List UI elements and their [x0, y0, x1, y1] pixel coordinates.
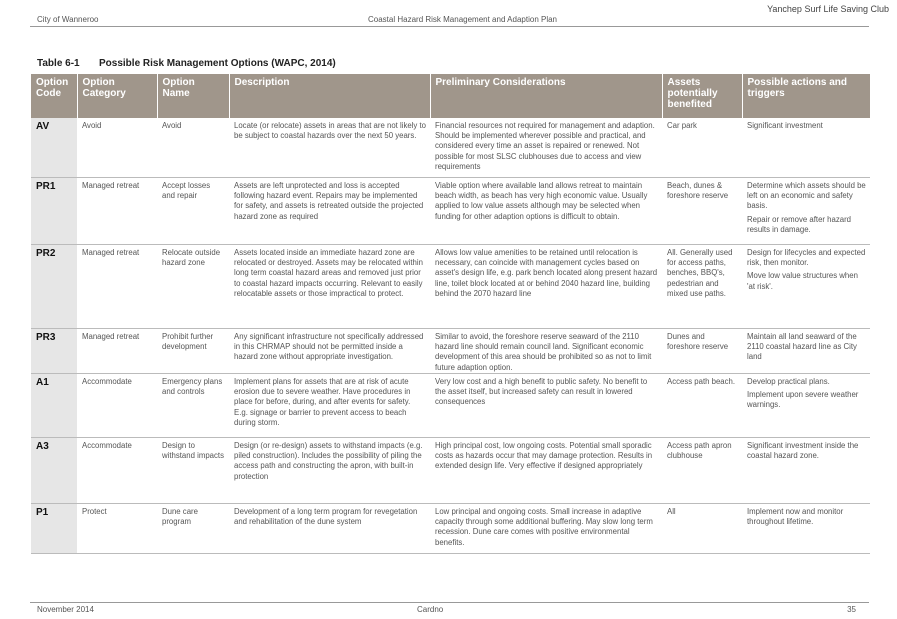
column-header: Option Code — [31, 74, 77, 118]
option-name: Avoid — [157, 118, 229, 178]
footer-date: November 2014 — [37, 605, 94, 614]
option-code: A1 — [31, 374, 77, 438]
header-document-title: Coastal Hazard Risk Management and Adaption Plan — [368, 15, 557, 24]
option-assets: All. Generally used for access paths, benches, BBQ's, pedestrian and mixed use paths. — [662, 245, 742, 329]
table-caption-number: Table 6-1 — [37, 58, 80, 69]
option-category: Protect — [77, 504, 157, 554]
option-assets: Access path apron clubhouse — [662, 438, 742, 504]
action-item: Implement now and monitor throughout lifetime. — [747, 507, 844, 527]
risk-options-table — [31, 74, 870, 554]
option-description: Assets are left unprotected and loss is accepted following hazard event. Repairs may be implemented for safety, and assets is retreated outside the projected hazard zone as required — [229, 178, 430, 245]
action-item: Determine which assets should be left on an economic and safety basis. — [747, 181, 866, 211]
option-actions — [742, 118, 870, 178]
option-considerations: Viable option where available land allows retreat to maintain beach width, as beach has very high economic value. Usually applied to low value assets although may be selected when funding for other adaption options is difficult to obtain. — [430, 178, 662, 245]
option-assets: Beach, dunes & foreshore reserve — [662, 178, 742, 245]
option-code: A3 — [31, 438, 77, 504]
option-code: PR1 — [31, 178, 77, 245]
column-header: Possible actions and triggers — [742, 74, 870, 118]
action-item: Develop practical plans. — [747, 377, 830, 386]
table-row — [31, 245, 870, 329]
option-actions — [742, 374, 870, 438]
header-divider — [30, 26, 869, 27]
option-description: Design (or re-design) assets to withstand impacts (e.g. piled construction). Includes the possibility of piling the access path and constructing the apron, with built-in protection — [229, 438, 430, 504]
option-considerations: Low principal and ongoing costs. Small increase in adaptive capacity through some additional buffering. May slow long term recession. Dune care comes with positive environmental benefits. — [430, 504, 662, 554]
table-row — [31, 118, 870, 178]
action-item: Significant investment — [747, 121, 823, 130]
option-considerations: Allows low value amenities to be retained until relocation is necessary, can coincide with management cycles based on asset's design life, e.g. park bench located along present hazard line, toilet block located at or behind 2040 hazard line, building behind the 2070 hazard line — [430, 245, 662, 329]
option-actions — [742, 329, 870, 374]
document-owner: Yanchep Surf Life Saving Club — [767, 4, 889, 14]
option-code: AV — [31, 118, 77, 178]
table-row — [31, 178, 870, 245]
action-item: Move low value structures when 'at risk'. — [747, 271, 858, 291]
option-name: Emergency plans and controls — [157, 374, 229, 438]
action-item: Significant investment inside the coastal hazard zone. — [747, 441, 859, 461]
option-category: Managed retreat — [77, 245, 157, 329]
table-row — [31, 329, 870, 374]
table-caption — [37, 58, 336, 69]
action-item: Implement upon severe weather warnings. — [747, 390, 859, 410]
option-code: P1 — [31, 504, 77, 554]
column-header: Description — [229, 74, 430, 118]
option-category: Managed retreat — [77, 329, 157, 374]
table-header-row — [31, 74, 870, 118]
column-header: Assets potentially benefited — [662, 74, 742, 118]
option-code: PR2 — [31, 245, 77, 329]
column-header: Option Category — [77, 74, 157, 118]
option-actions — [742, 504, 870, 554]
option-name: Design to withstand impacts — [157, 438, 229, 504]
action-item: Maintain all land seaward of the 2110 coastal hazard line as City land — [747, 332, 857, 362]
table-row — [31, 438, 870, 504]
option-description: Any significant infrastructure not specifically addressed in this CHRMAP should not be permitted inside a hazard zone without appropriate investigation. — [229, 329, 430, 374]
option-name: Accept losses and repair — [157, 178, 229, 245]
action-item: Design for lifecycles and expected risk, then monitor. — [747, 248, 866, 268]
column-header: Preliminary Considerations — [430, 74, 662, 118]
option-category: Accommodate — [77, 438, 157, 504]
table-row — [31, 504, 870, 554]
option-category: Accommodate — [77, 374, 157, 438]
option-considerations: Financial resources not required for management and adaption. Should be implemented wherever possible and practical, and considered every time an asset is repaired or renewed. Not possible for most SLSC clubhouses due to access and view requirements — [430, 118, 662, 178]
option-considerations: Similar to avoid, the foreshore reserve seaward of the 2110 hazard line should remain council land. Significant economic development of this area should be prohibited so as not to limit future adaption option. — [430, 329, 662, 374]
option-description: Locate (or relocate) assets in areas that are not likely to be subject to coastal hazards over the next 50 years. — [229, 118, 430, 178]
option-assets: All — [662, 504, 742, 554]
option-actions — [742, 438, 870, 504]
option-name: Relocate outside hazard zone — [157, 245, 229, 329]
footer-divider — [30, 602, 869, 603]
option-assets: Access path beach. — [662, 374, 742, 438]
action-item: Repair or remove after hazard results in damage. — [747, 214, 852, 234]
option-assets: Dunes and foreshore reserve — [662, 329, 742, 374]
header-client: City of Wanneroo — [37, 15, 99, 24]
option-category: Managed retreat — [77, 178, 157, 245]
option-assets: Car park — [662, 118, 742, 178]
footer-company: Cardno — [417, 605, 444, 614]
option-actions — [742, 245, 870, 329]
table-row — [31, 374, 870, 438]
option-description: Assets located inside an immediate hazard zone are relocated or destroyed. Assets may be relocated within long term coastal hazard areas and removed just prior to coastal hazard impacts occurring. Relevant to easily relocatable assets or those impractical to protect. — [229, 245, 430, 329]
option-name: Dune care program — [157, 504, 229, 554]
column-header: Option Name — [157, 74, 229, 118]
option-code: PR3 — [31, 329, 77, 374]
table-caption-title: Possible Risk Management Options (WAPC, 2014) — [99, 58, 336, 69]
page-number: 35 — [847, 605, 856, 614]
option-name: Prohibit further development — [157, 329, 229, 374]
option-description: Implement plans for assets that are at risk of acute erosion due to severe weather. Have procedures in place for before, during, and after events for safety. E.g. signage or barrier to prevent access to beach during storm. — [229, 374, 430, 438]
option-considerations: Very low cost and a high benefit to public safety. No benefit to the asset itself, but increased safety can result in lowered consequences — [430, 374, 662, 438]
option-actions — [742, 178, 870, 245]
option-description: Development of a long term program for revegetation and rehabilitation of the dune system — [229, 504, 430, 554]
option-category: Avoid — [77, 118, 157, 178]
option-considerations: High principal cost, low ongoing costs. Potential small sporadic costs as hazards occur that may damage protection. Results in extended design life. Very effective if designed appropriately — [430, 438, 662, 504]
